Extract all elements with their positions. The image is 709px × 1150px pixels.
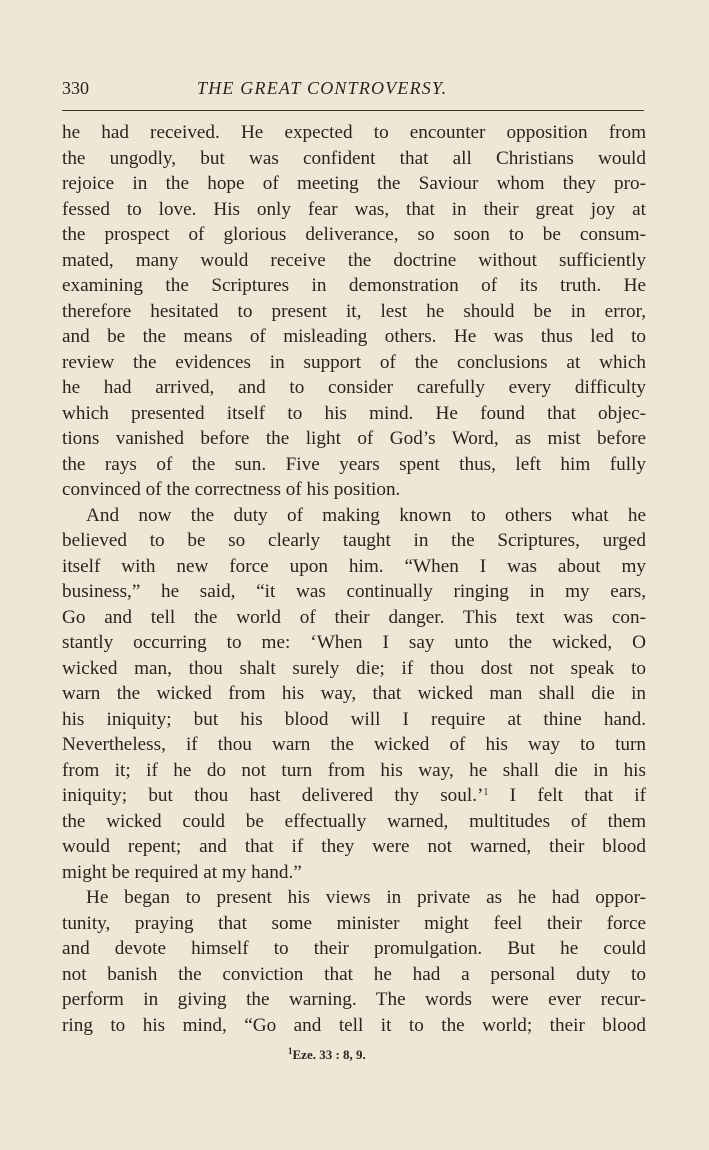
footnote [288,1047,366,1063]
footnote-reference: 1 [483,787,489,798]
page-number: 330 [62,78,89,98]
text-line: itself with new force upon him. “When I was about my [62,555,646,577]
text-line: from it; if he do not turn from his way, he shall die in his [62,759,646,781]
text-line: convinced of the correctness of his position. [62,479,401,500]
text-line: examining the Scriptures in demonstration of its truth. He [62,275,646,296]
footnote-marker: 1 [288,1046,293,1056]
text-line: fessed to love. His only fear was, that in their great joy at [62,198,646,220]
text-line: mated, many would receive the doctrine without sufficiently [62,249,646,271]
page-header [62,78,644,102]
text-line: business,” he said, “it was continually ringing in my ears, [62,581,646,602]
text-line: he had received. He expected to encounter opposition from [62,122,646,143]
text-line: tions vanished before the light of God’s Word, as mist before [62,428,646,449]
text-line: perform in giving the warning. The words were ever recur- [62,989,646,1010]
text-line: he had arrived, and to consider carefully every difficulty [62,377,646,398]
text-line: the ungodly, but was confident that all Christians would [62,147,646,169]
text-line: not banish the conviction that he had a personal duty to [62,963,646,985]
text-line: stantly occurring to me: ‘When I say unto the wicked, O [62,632,646,653]
header-rule [62,110,644,111]
text-line: And now the duty of making known to others what he [86,504,646,526]
text-line: the prospect of glorious deliverance, so soon to be consum- [62,224,646,245]
text-line: and be the means of misleading others. He was thus led to [62,326,646,347]
text-line-with-footnote [62,783,646,809]
text-line: warn the wicked from his way, that wicked man shall die in [62,683,646,704]
footnote-text: Eze. 33 : 8, 9. [292,1047,366,1062]
text-line: would repent; and that if they were not warned, their blood [62,836,646,857]
text-segment: I felt that if [488,785,647,806]
text-line: believed to be so clearly taught in the Scriptures, urged [62,530,646,551]
text-line: Go and tell the world of their danger. This text was con- [62,606,646,628]
text-line: wicked man, thou shalt surely die; if thou dost not speak to [62,657,646,679]
text-line: Nevertheless, if thou warn the wicked of his way to turn [62,734,646,755]
text-line: tunity, praying that some minister might feel their force [62,912,646,934]
text-line: therefore hesitated to present it, lest he should be in error, [62,300,646,322]
text-line: and devote himself to their promulgation. But he could [62,938,646,959]
text-line: review the evidences in support of the conclusions at which [62,351,646,373]
text-line: the wicked could be effectually warned, multitudes of them [62,810,646,832]
text-line: might be required at my hand.” [62,861,302,883]
text-line: ring to his mind, “Go and tell it to the world; their blood [62,1014,646,1036]
text-segment: iniquity; but thou hast delivered thy soul.’ [62,785,484,806]
text-line: rejoice in the hope of meeting the Saviour whom they pro- [62,173,646,194]
body-text [62,120,646,1038]
running-title: THE GREAT CONTROVERSY. [197,78,448,98]
text-line: He began to present his views in private as he had oppor- [86,887,646,908]
text-line: the rays of the sun. Five years spent thus, left him fully [62,453,646,475]
text-line: his iniquity; but his blood will I require at thine hand. [62,708,646,730]
text-line: which presented itself to his mind. He found that objec- [62,402,646,424]
